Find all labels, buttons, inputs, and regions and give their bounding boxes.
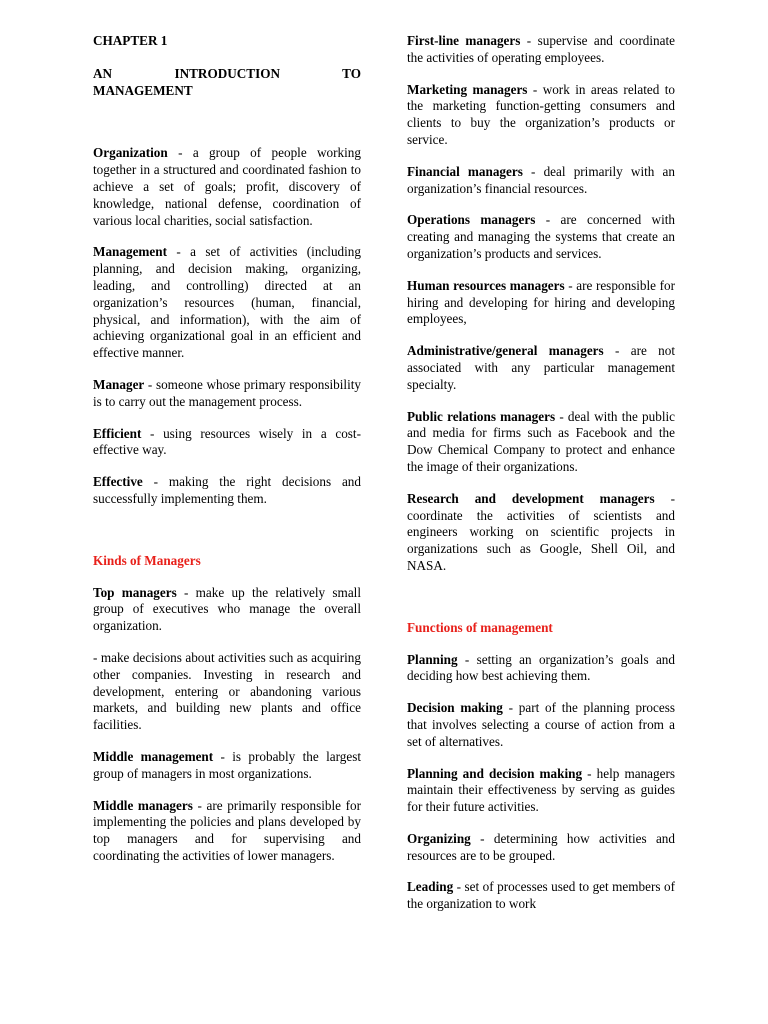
definition-planning xyxy=(407,652,675,686)
definition-text: - help managers maintain their effectiveness by serving as guides for their future activities. xyxy=(407,765,675,815)
definition-text: - work in areas related to the marketing function-getting consumers and clients to buy the organization’s products or service. xyxy=(407,81,675,147)
definition-text: - are primarily responsible for implementing the policies and plans developed by top managers and for supervising and coordinating the activities of lower managers. xyxy=(93,797,361,863)
definition-middle-management xyxy=(93,749,361,783)
term: Administrative/general managers xyxy=(407,343,604,359)
definition-management xyxy=(93,244,361,362)
left-column xyxy=(93,33,361,865)
definition-top-managers xyxy=(93,585,361,635)
definition-text: - are not associated with any particular management specialty. xyxy=(407,343,676,392)
section-heading-functions-of-management: Functions of management xyxy=(407,619,553,635)
definition-planning-and-decision-making xyxy=(407,766,675,816)
definition-text: - is probably the largest group of managers in most organizations. xyxy=(93,748,361,781)
definition-operations-managers xyxy=(407,212,675,262)
definition-text: - someone whose primary responsibility is to carry out the management process. xyxy=(93,376,361,409)
definition-text: - determining how activities and resources are to be grouped. xyxy=(407,830,675,863)
definition-text: - a group of people working together in a structured and coordinated fashion to achieve a set of goals; profit, discovery of knowledge, national defense, coordination of various local charities, social satisfaction. xyxy=(93,145,361,228)
definition-text: - making the right decisions and successfully implementing them. xyxy=(93,474,361,506)
definition-text: - part of the planning process that involves selecting a course of action from a set of alternatives. xyxy=(407,700,675,749)
term: Decision making xyxy=(407,700,503,716)
definition-text: - setting an organization’s goals and deciding how best achieving them. xyxy=(407,651,675,684)
definition-text: - a set of activities (including planning, and decision making, organizing, leading, and controlling) directed at an organization’s resources (human, financial, physical, and information), with the aim of achieving organizational goal in an efficient and effective manner. xyxy=(93,244,361,361)
definition-efficient xyxy=(93,426,361,460)
definition-organization xyxy=(93,145,361,229)
term: Manager xyxy=(93,376,145,392)
term: Marketing managers xyxy=(407,81,528,97)
definition-effective xyxy=(93,474,361,508)
term: Financial managers xyxy=(407,163,523,179)
definition-text: - are concerned with creating and managing the systems that create an organization’s products and services. xyxy=(407,212,675,261)
definition-middle-managers xyxy=(93,798,361,865)
right-column xyxy=(407,33,675,913)
term: Organizing xyxy=(407,830,471,846)
top-managers-continued: - make decisions about activities such as acquiring other companies. Investing in research and development, entering or abandoning various markets, and building new plants and office facilities. xyxy=(93,649,361,733)
term: Leading xyxy=(407,879,454,895)
definition-financial-managers xyxy=(407,164,675,198)
definition-text: - using resources wisely in a cost-effective way. xyxy=(93,425,361,458)
term: Top managers xyxy=(93,584,177,600)
definition-human-resources-managers xyxy=(407,278,675,328)
definition-text: - coordinate the activities of scientists and engineers working on scientific projects in organizations such as Google, Shell Oil, and NASA. xyxy=(407,490,675,573)
term: Human resources managers xyxy=(407,277,565,293)
term: Effective xyxy=(93,474,143,490)
term: First-line managers xyxy=(407,33,521,48)
term: Operations managers xyxy=(407,212,536,228)
term: Efficient xyxy=(93,425,142,441)
chapter-title-line2: MANAGEMENT xyxy=(93,82,193,98)
definition-text: - deal with the public and media for firms such as Facebook and the Dow Chemical Company to protect and enhance the image of their organizations. xyxy=(407,408,676,474)
definition-text: - deal primarily with an organization’s financial resources. xyxy=(407,163,675,196)
definition-text: - set of processes used to get members of the organization to work xyxy=(407,879,675,912)
term: Middle managers xyxy=(93,797,193,813)
definition-first-line-managers xyxy=(407,33,675,67)
definition-organizing xyxy=(407,831,675,865)
term: Organization xyxy=(93,145,168,161)
definition-research-development-managers xyxy=(407,491,675,575)
definition-marketing-managers xyxy=(407,82,675,149)
definition-administrative-managers xyxy=(407,343,675,393)
term: Planning and decision making xyxy=(407,765,583,781)
definition-text: - are responsible for hiring and developing for hiring and developing employees, xyxy=(407,277,675,327)
term: Research and development managers xyxy=(407,490,655,506)
definition-text: - supervise and coordinate the activities of operating employees. xyxy=(407,33,675,65)
chapter-label: CHAPTER 1 xyxy=(93,33,168,48)
definition-leading xyxy=(407,879,675,913)
definition-text: - make up the relatively small group of executives who manage the overall organization. xyxy=(93,584,361,634)
definition-manager xyxy=(93,377,361,411)
term: Public relations managers xyxy=(407,408,556,424)
term: Middle management xyxy=(93,748,214,764)
chapter-title-line1: AN INTRODUCTION TO xyxy=(93,65,361,81)
section-heading-kinds-of-managers: Kinds of Managers xyxy=(93,552,201,568)
definition-decision-making xyxy=(407,700,675,750)
definition-public-relations-managers xyxy=(407,409,675,476)
term: Planning xyxy=(407,651,458,667)
term: Management xyxy=(93,244,167,260)
